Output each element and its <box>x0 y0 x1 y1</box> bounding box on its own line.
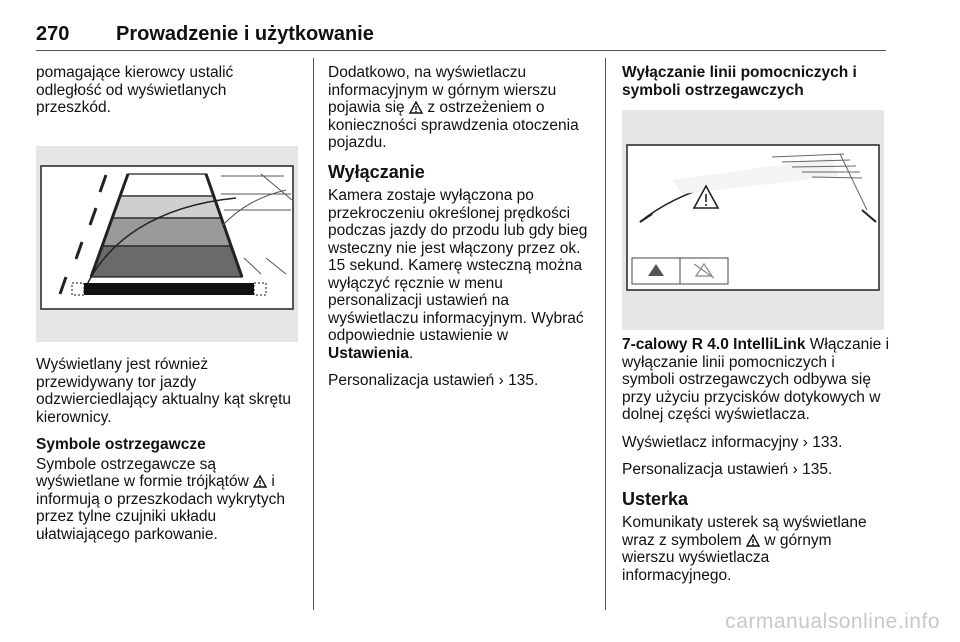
paragraph-trajectory: Wyświetlany jest również przewidywany tor jazdy odzwierciedlający aktualny kąt skrętu kierownicy. <box>36 356 292 426</box>
column-divider-1 <box>313 58 314 610</box>
settings-menu-name: Ustawienia <box>328 344 409 362</box>
page-title: Prowadzenie i użytkowanie <box>116 23 374 45</box>
cross-reference-personalization[interactable]: Personalizacja ustawień › 135. <box>622 461 833 478</box>
guidelines-toggle-display-figure <box>622 110 884 330</box>
paragraph-intellilink: 7-calowy R 4.0 IntelliLink Włączanie i wyłączanie linii pomocniczych i symboli ostrzegawczych odbywa się przy użyciu przycisków dotykowych w dolnej części wyświetlacza. <box>622 336 890 423</box>
column-1 <box>36 64 306 127</box>
heading-switching-off: Wyłączanie <box>328 161 425 182</box>
chevron-right-icon: › <box>792 461 798 478</box>
paragraph-intro: pomagające kierowcy ustalić odległość od wyświetlanych przeszkód. <box>36 64 234 116</box>
chevron-right-icon: › <box>802 433 808 451</box>
chevron-right-icon: › <box>498 372 504 389</box>
warning-triangle-icon <box>409 101 423 114</box>
column-2 <box>328 64 598 400</box>
column-1-lower <box>36 356 308 553</box>
page-header <box>36 20 886 50</box>
column-3 <box>622 64 892 101</box>
watermark: carmanualsonline.info <box>725 610 940 633</box>
column-3-lower <box>622 336 892 594</box>
paragraph-additional: Dodatkowo, na wyświetlaczu informacyjnym w górnym wierszu pojawia się z ostrzeżeniem o konieczności sprawdzenia otoczenia pojazdu. <box>328 64 579 151</box>
rear-camera-guidelines-figure <box>36 146 298 342</box>
warning-triangle-icon <box>253 475 267 488</box>
warning-triangle-icon <box>746 534 760 547</box>
heading-warning-symbols: Symbole ostrzegawcze <box>36 436 206 453</box>
header-divider <box>36 50 886 51</box>
paragraph-fault: Komunikaty usterek są wyświetlane wraz z symbolem w górnym wierszu wyświetlacza informacyjnego. <box>622 514 867 584</box>
page-number: 270 <box>36 23 70 45</box>
paragraph-switching-off: Kamera zostaje wyłączona po przekroczeniu określonej prędkości podczas jazdy do przodu lub gdy bieg wsteczny nie jest włączony przez ok. 15 sekund. Kamerę wsteczną można wyłączyć ręcznie w menu personalizacji ustawień na wyświetlaczu informacyjnym. Wybrać odpowiednie ustawienie w Ustawienia. <box>328 187 588 362</box>
heading-disable-guidelines: Wyłączanie linii pomocniczych i symboli ostrzegawczych <box>622 64 857 99</box>
heading-fault: Usterka <box>622 488 689 509</box>
cross-reference-personalization[interactable]: Personalizacja ustawień › 135. <box>328 372 539 389</box>
column-divider-2 <box>605 58 606 610</box>
cross-reference-info-display[interactable]: Wyświetlacz informacyjny › 133. <box>622 433 843 451</box>
infotainment-model: 7-calowy R 4.0 IntelliLink <box>622 336 806 353</box>
paragraph-warning-symbols: Symbole ostrzegawcze są wyświetlane w formie trójkątów i informują o przeszkodach wykrytych przez tylne czujniki układu ułatwiającego parkowanie. <box>36 455 285 543</box>
